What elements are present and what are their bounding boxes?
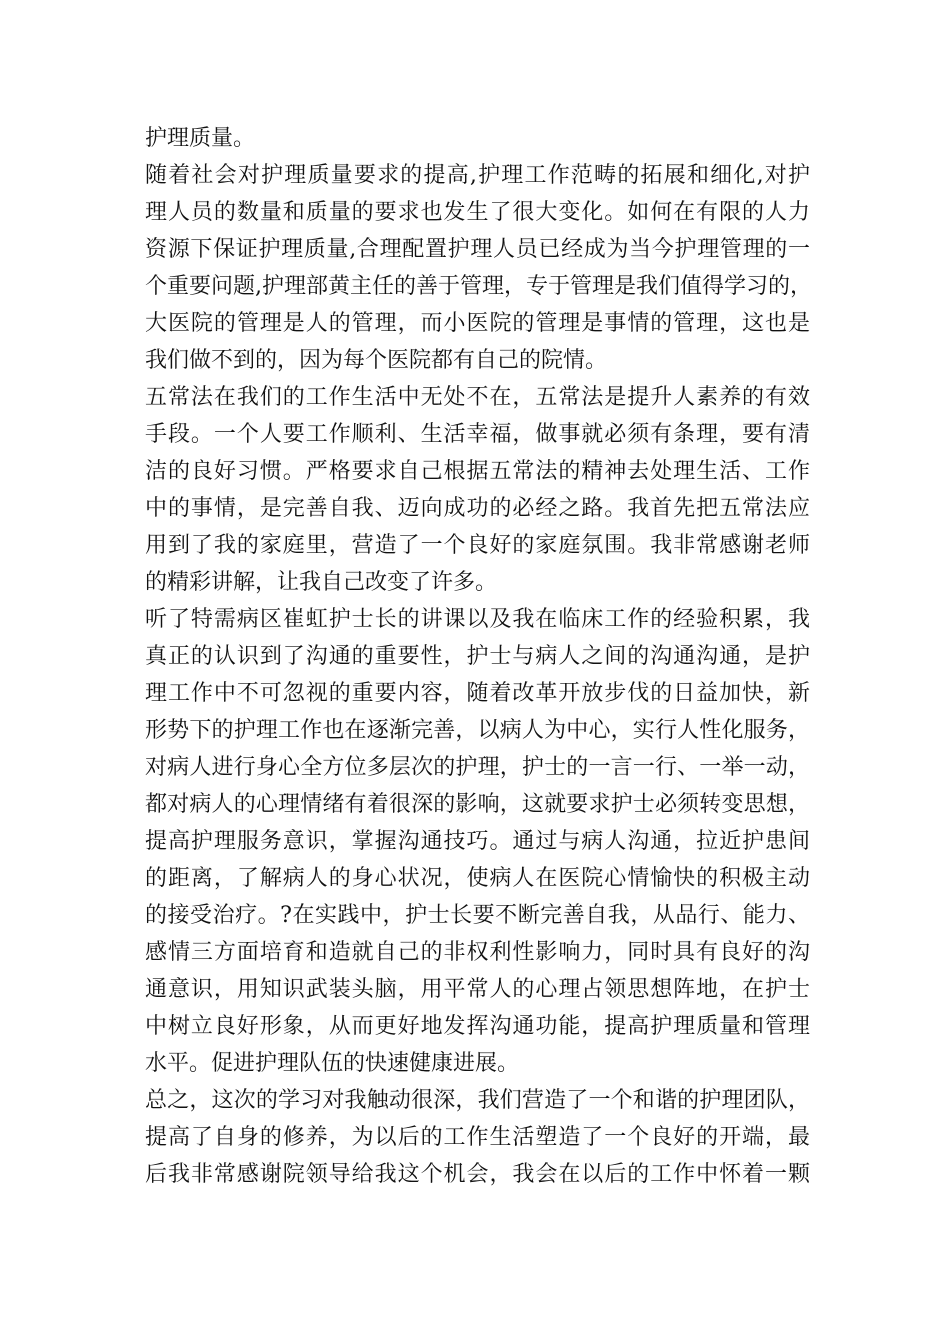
text-line: 随着社会对护理质量要求的提高,护理工作范畴的拓展和细化,对护 [145, 163, 810, 188]
document-body [145, 120, 810, 1193]
text-line: 感情三方面培育和造就自己的非权利性影响力，同时具有良好的沟 [145, 940, 810, 965]
text-line: 的精彩讲解，让我自己改变了许多。 [145, 570, 498, 595]
text-line: 通意识，用知识武装头脑，用平常人的心理占领思想阵地，在护士 [145, 977, 810, 1002]
text-line: 手段。一个人要工作顺利、生活幸福，做事就必须有条理，要有清 [145, 422, 810, 447]
text-line: 中的事情，是完善自我、迈向成功的必经之路。我首先把五常法应 [145, 496, 810, 521]
paragraph-1 [145, 120, 810, 157]
text-line: 中树立良好形象，从而更好地发挥沟通功能，提高护理质量和管理 [145, 1014, 810, 1039]
text-line: 资源下保证护理质量,合理配置护理人员已经成为当今护理管理的一 [145, 237, 810, 262]
text-line: 提高护理服务意识，掌握沟通技巧。通过与病人沟通，拉近护患间 [145, 829, 810, 854]
text-line: 的距离，了解病人的身心状况，使病人在医院心情愉快的积极主动 [145, 866, 810, 891]
text-line: 大医院的管理是人的管理，而小医院的管理是事情的管理，这也是 [145, 311, 810, 336]
paragraph-3 [145, 379, 810, 601]
text-line: 形势下的护理工作也在逐渐完善，以病人为中心，实行人性化服务， [145, 718, 810, 743]
text-line: 后我非常感谢院领导给我这个机会，我会在以后的工作中怀着一颗 [145, 1162, 810, 1187]
paragraph-2 [145, 157, 810, 379]
text-line: 个重要问题,护理部黄主任的善于管理，专于管理是我们值得学习的， [145, 274, 812, 299]
text-line: 理人员的数量和质量的要求也发生了很大变化。如何在有限的人力 [145, 200, 810, 225]
paragraph-4 [145, 601, 810, 1082]
text-line: 提高了自身的修养，为以后的工作生活塑造了一个良好的开端，最 [145, 1125, 810, 1150]
text-line: 的接受治疗。?在实践中，护士长要不断完善自我，从品行、能力、 [145, 903, 810, 928]
text-line: 总之，这次的学习对我触动很深，我们营造了一个和谐的护理团队， [145, 1088, 810, 1113]
paragraph-5 [145, 1082, 810, 1193]
text-line: 理工作中不可忽视的重要内容，随着改革开放步伐的日益加快，新 [145, 681, 810, 706]
text-line: 都对病人的心理情绪有着很深的影响，这就要求护士必须转变思想， [145, 792, 810, 817]
text-line: 真正的认识到了沟通的重要性，护士与病人之间的沟通沟通，是护 [145, 644, 810, 669]
text-line: 洁的良好习惯。严格要求自己根据五常法的精神去处理生活、工作 [145, 459, 810, 484]
text-line: 听了特需病区崔虹护士长的讲课以及我在临床工作的经验积累，我 [145, 607, 810, 632]
text-line: 五常法在我们的工作生活中无处不在，五常法是提升人素养的有效 [145, 385, 810, 410]
text-line: 护理质量。 [145, 126, 256, 151]
text-line: 水平。促进护理队伍的快速健康进展。 [145, 1051, 520, 1076]
text-line: 对病人进行身心全方位多层次的护理，护士的一言一行、一举一动， [145, 755, 810, 780]
text-line: 我们做不到的，因为每个医院都有自己的院情。 [145, 348, 608, 373]
text-line: 用到了我的家庭里，营造了一个良好的家庭氛围。我非常感谢老师 [145, 533, 810, 558]
